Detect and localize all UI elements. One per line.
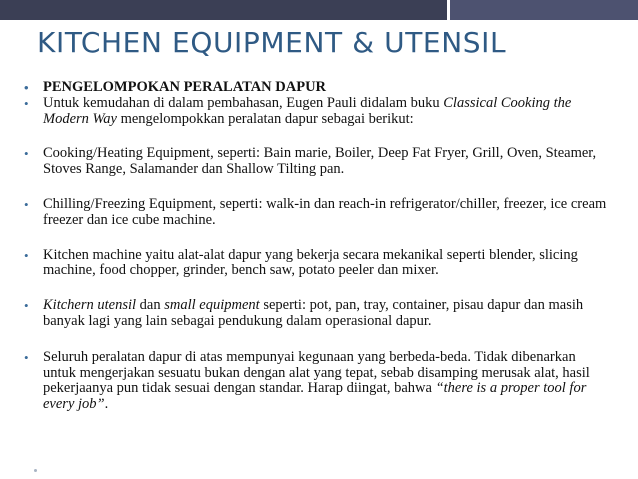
emphasis-text: Kitchern utensil xyxy=(43,297,137,314)
bullet-item xyxy=(24,80,610,96)
bullet-text: Untuk kemudahan di dalam pembahasan, Eugen Pauli didalam buku xyxy=(43,94,444,111)
bullet-text: seperti: pot, pan, tray, container, pisau dapur dan masih banyak lagi yang lain sebagai pendukung dalam operasional dapur. xyxy=(43,297,584,329)
slide-body xyxy=(24,80,610,413)
slide-title: KITCHEN EQUIPMENT & UTENSIL xyxy=(37,26,507,59)
bullet-item xyxy=(24,197,610,229)
bullet-dot: • xyxy=(24,196,29,212)
bullet-text: Cooking/Heating Equipment, seperti: Bain marie, Boiler, Deep Fat Fryer, Grill, Oven, Steamer, Stoves Range, Salamander dan Shallow Tilting pan. xyxy=(43,145,597,178)
bullet-text: PENGELOMPOKAN PERALATAN DAPUR xyxy=(43,79,327,95)
bullet-item xyxy=(24,96,610,128)
bullet-item xyxy=(24,298,610,330)
bullet-text: mengelompokkan peralatan dapur sebagai berikut: xyxy=(116,110,414,127)
bullet-dot: • xyxy=(24,146,29,162)
quote-text: “there is a proper tool for every job” xyxy=(43,380,587,413)
bullet-text: Seluruh peralatan dapur di atas mempunyai kegunaan yang berbeda-beda. Tidak dibenarkan untuk mengerjakan sesuatu bukan dengan alat yang tepat, sebab disamping merusak alat, hasil pekerjaanya pun tidak sesuai dengan standar. Harap diingat, bahwa xyxy=(43,348,590,397)
bullet-text: . xyxy=(104,396,109,413)
emphasis-text: small equipment xyxy=(164,297,260,314)
bullet-item xyxy=(24,248,610,280)
bullet-dot: • xyxy=(24,80,29,95)
bullet-dot: • xyxy=(24,95,29,111)
bullet-dot: • xyxy=(24,247,29,263)
bullet-text: Kitchen machine yaitu alat-alat dapur yang bekerja secara mekanikal seperti blender, slicing machine, food chopper, grinder, bench saw, potato peeler dan mixer. xyxy=(43,246,578,279)
bullet-dot: • xyxy=(24,349,29,365)
top-bar-accent xyxy=(450,0,638,20)
book-title: Classical Cooking the Modern Way xyxy=(43,94,572,127)
bullet-dot: • xyxy=(24,298,29,314)
bullet-item xyxy=(24,350,610,413)
bullet-text: dan xyxy=(136,297,165,314)
top-bar xyxy=(0,0,638,20)
bullet-text: Chilling/Freezing Equipment, seperti: walk-in dan reach-in refrigerator/chiller, freezer, ice cream freezer dan ice cube machine. xyxy=(43,195,607,228)
trailing-bullet-dot xyxy=(34,469,37,472)
bullet-item xyxy=(24,146,610,178)
